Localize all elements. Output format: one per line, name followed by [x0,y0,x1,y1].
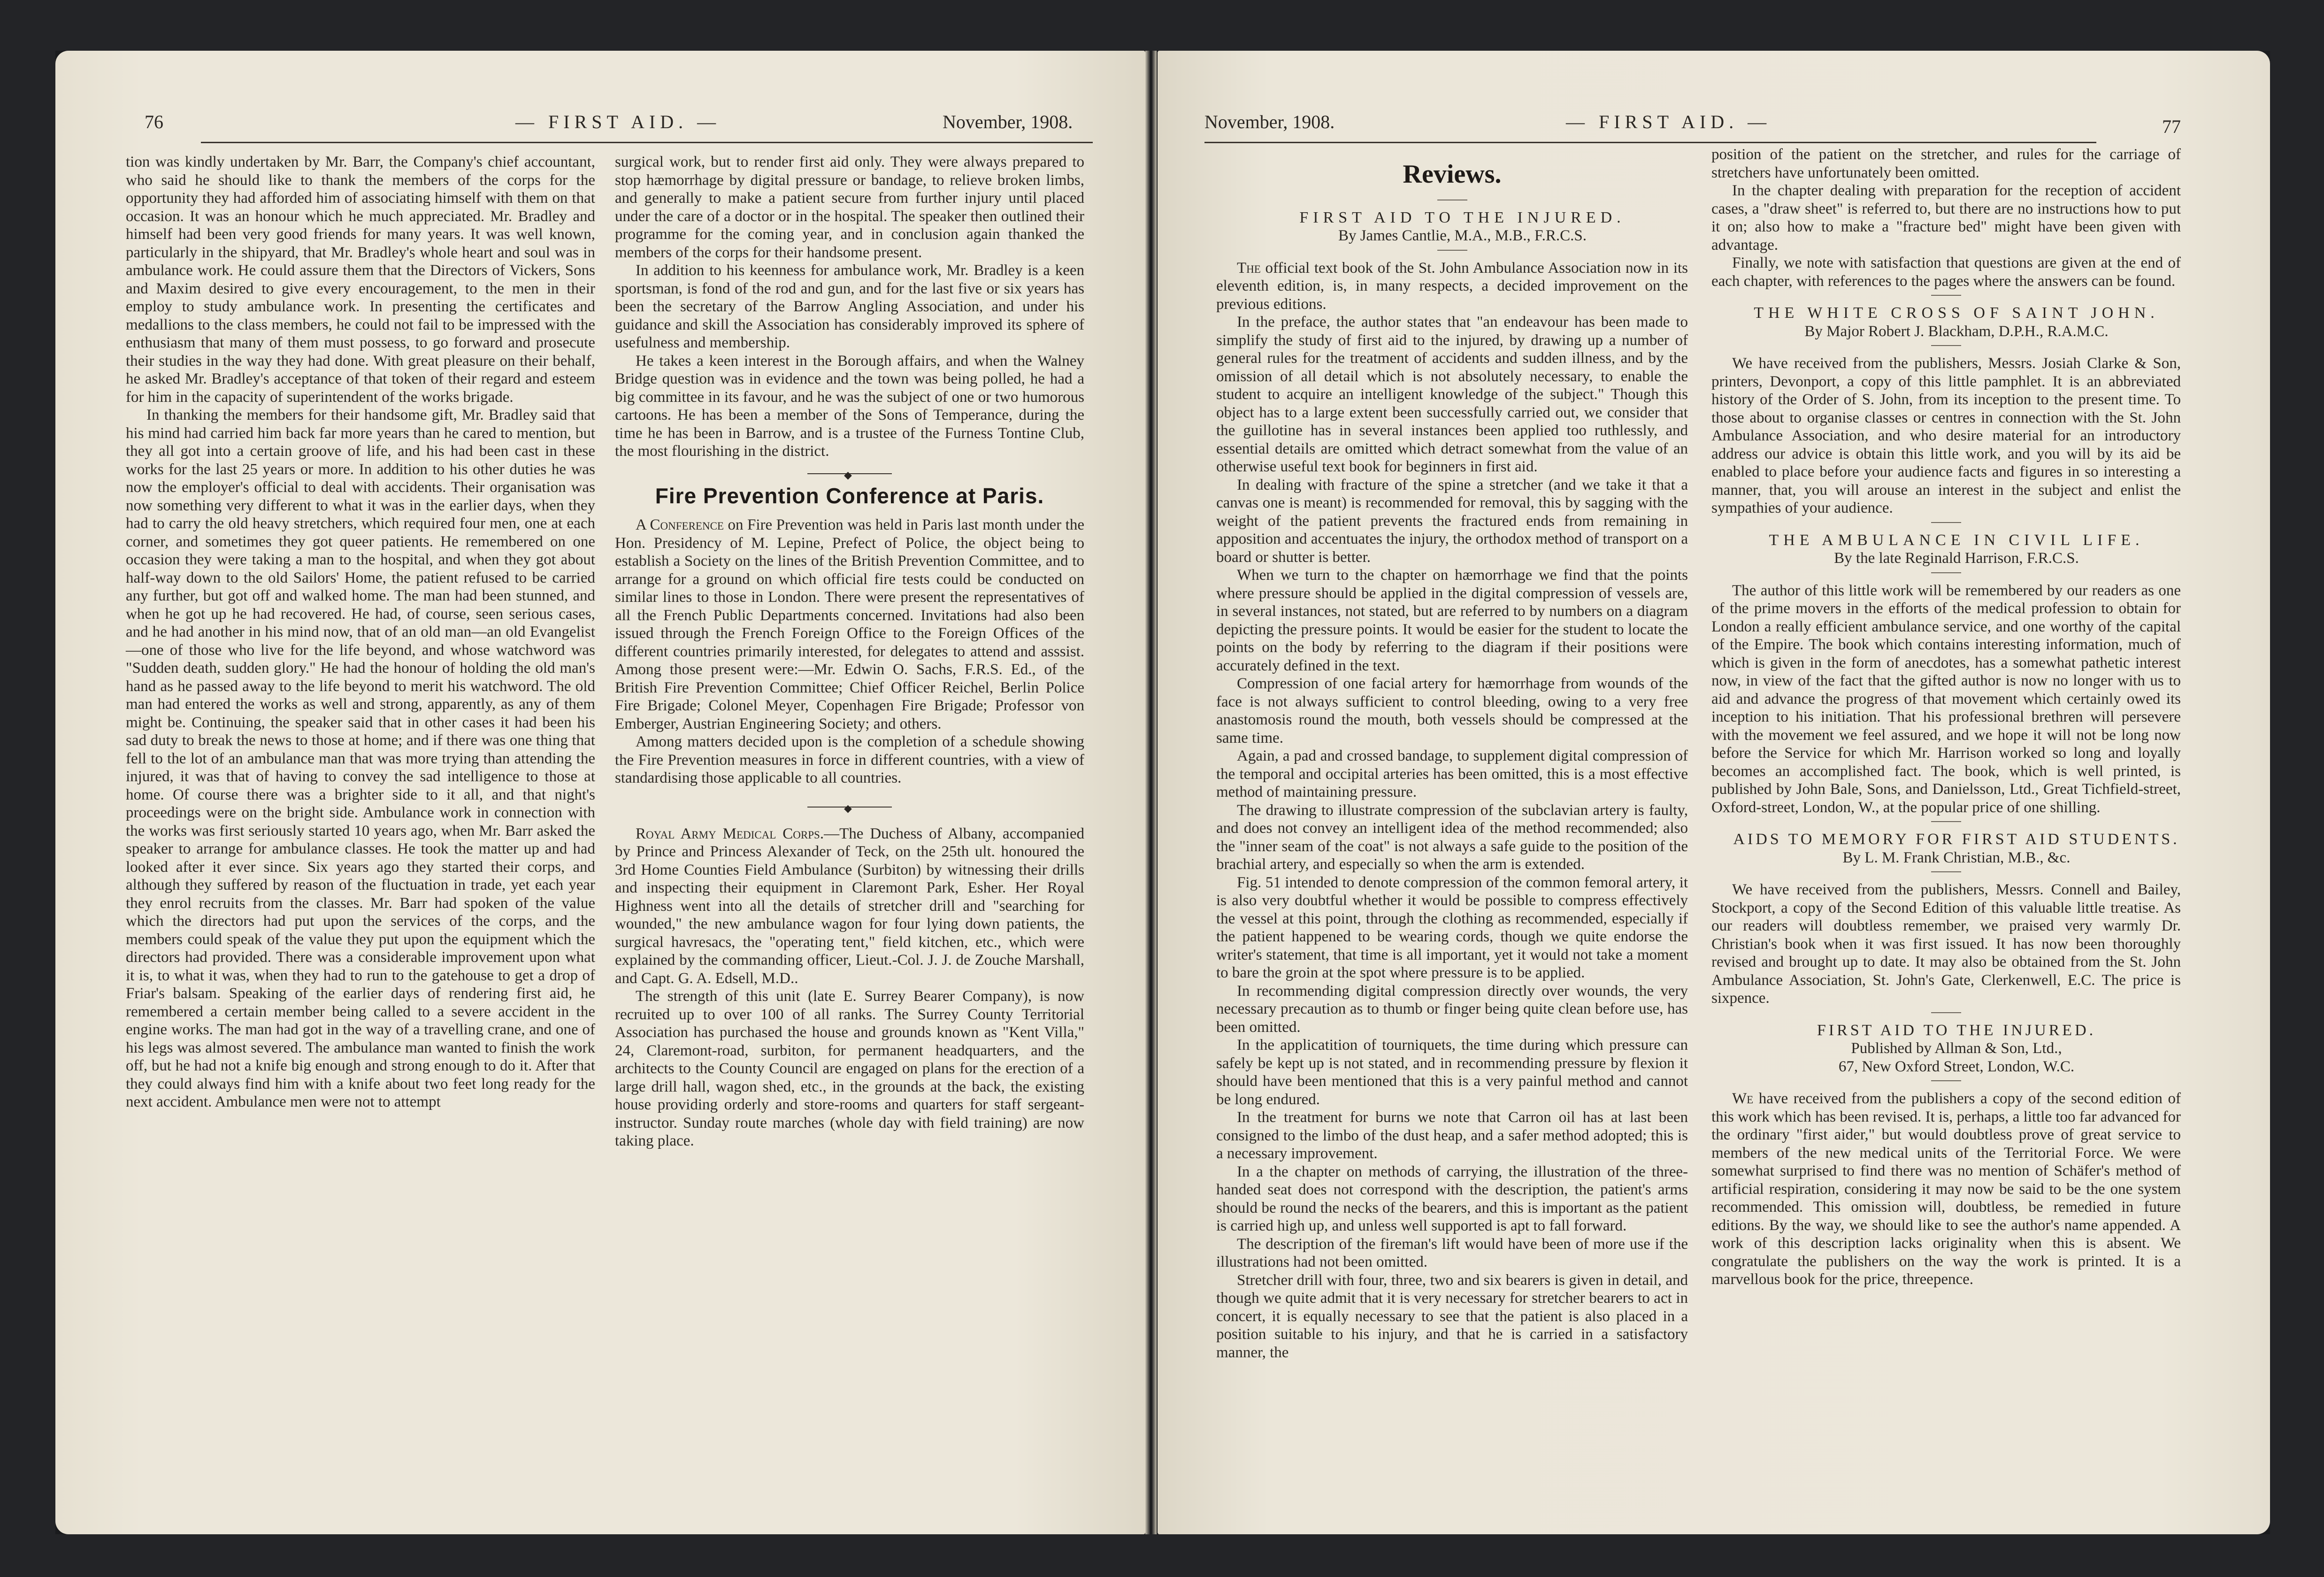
paragraph: We have received from the publishers, Messrs. Josiah Clarke & Son, printers, Devonport, a copy of this little pamphlet. It is an abbreviated history of the Order of S. John, from its inception to the present time. To those about to organise classes or centres in connection with the St. John Ambulance Association, and who desire material for an introductory address our advice is obtain this little work, and you will by its aid be enabled to place before your audience facts and figures in so interesting a manner, that, you will arouse an interest in the subject and enlist the sympathies of your audience. [1711,355,2181,516]
paragraph: Compression of one facial artery for hæmorrhage from wounds of the face is not always sufficient to control bleeding, owing to a very free anastomosis round the mouth, both vessels should be compressed at the same time. [1216,675,1688,746]
paragraph: The drawing to illustrate compression of the subclavian artery is faulty, and does not convey an intelligent idea of the method recommended; also the "inner seam of the coat" is not always a safe guide to the position of the brachial artery, and especially so when the arm is extended. [1216,801,1688,873]
left-column-1 [126,153,595,1111]
paragraph: on Fire Prevention was held in Paris last month under the Hon. Presidency of M. Lepine, Prefect of Police, the object being to establish a Society on the lines of the British Prevention Committee, and to arrange for a ground on which official fire tests could be conducted on similar lines to those in London. There were present the representatives of all the French Public Departments concerned. Invitations had also been issued through the French Foreign Office to the Foreign Offices of the different countries primarily interested, for delegates to attend and asssist. Among those present were:—Mr. Edwin O. Sachs, F.R.S. Ed., of the British Fire Prevention Committee; Chief Officer Reichel, Berlin Police Fire Brigade; Colonel Meyer, Copenhagen Fire Brigade; Professor von Emberger, Austrian Engineering Society; and others. [615,516,1084,732]
paragraph: The strength of this unit (late E. Surrey Bearer Company), is now recruited up to over 100 of all ranks. The Surrey County Territorial Association has purchased the house and grounds known as "Kent Villa," 24, Claremont-road, surbiton, for permanent headquarters, and the architects to the County Council are engaged on plans for the erection of a large drill hall, wagon shed, etc., in the grounds at the back, the existing house providing orderly and store-rooms and quarters for staff sergeant-instructor. Sunday route marches (whole day with field training) are now taking place. [615,988,1084,1149]
paragraph: In the applicatition of tourniquets, the time during which pressure can safely be kept up is not stated, and in recommending pressure by flexion it should have been mentioned that this is a very painful method and cannot be long endured. [1216,1037,1688,1108]
review-title: AIDS TO MEMORY FOR FIRST AID STUDENTS. [1733,831,2180,848]
publisher-line: Published by Allman & Son, Ltd., [1851,1040,2062,1057]
paragraph: Fig. 51 intended to denote compression of the common femoral artery, it is also very doubtful whether it would be possible to compress effectively the vessel at this point, through the clothing as recommended, especially if the patient happened to be wearing cords, though we quite endorse the writer's statement, that time is all important, yet it would not take a moment to bare the groin at the spot where pressure is to be applied. [1216,874,1688,981]
book-spread [55,51,2270,1534]
paragraph: The author of this little work will be remembered by our readers as one of the prime movers in the efforts of the medical profession to obtain for London a really efficient ambulance service, and one worthy of the capital of the Empire. The book which contains interesting information, much of which is given in the form of anecdotes, has a somewhat pathetic interest now, in view of the fact that the gifted author is now no longer with us to aid and advance the progress of that movement which certainly owed its inception to his initiation. That his professional brethren will persevere with the movement we feel assured, and we hope it will not be long now before the Service for which Mr. Harrison worked so long and loyally becomes an accomplished fact. The book, which is well printed, is published by John Bale, Sons, and Danielsson, Ltd., Great Tichfield-street, Oxford-street, London, W., at the popular price of one shilling. [1711,582,2181,816]
issue-date: November, 1908. [1204,111,1335,132]
divider [1931,1080,1961,1081]
header-rule [201,142,1093,143]
ornamental-divider [807,803,892,811]
issue-date: November, 1908. [943,111,1073,132]
lead-in: We [1732,1090,1754,1107]
divider [1931,821,1961,822]
paragraph: Finally, we note with satisfaction that questions are given at the end of each chapter, with references to the pages where the answers can be found. [1711,254,2181,290]
reviews-heading: Reviews. [1403,160,1502,189]
lead-in: The [1237,259,1261,277]
paragraph: position of the patient on the stretcher, and rules for the carriage of stretchers have unfortunately been omitted. [1711,146,2181,181]
right-page [1158,51,2270,1534]
paragraph: In recommending digital compression directly over wounds, the very necessary precaution as to thumb or finger being quite clean before use, has been omitted. [1216,982,1688,1036]
divider [1931,295,1961,296]
publisher-address: 67, New Oxford Street, London, W.C. [1838,1058,2075,1075]
paragraph: He takes a keen interest in the Borough affairs, and when the Walney Bridge question was in evidence and the town was being polled, he had a big committee in its favour, and he was the subject of one or two humorous cartoons. He has been a member of the Sons of Temperance, during the time he has been in Barrow, and is a trustee of the Furness Tontine Club, the most flourishing in the district. [615,352,1084,460]
review-author: By L. M. Frank Christian, M.B., &c. [1842,849,2071,866]
gutter-shadow [1145,51,1157,1534]
divider [1931,871,1961,872]
divider [1931,345,1961,346]
left-page-header [145,111,1093,139]
header-rule [1204,142,2096,143]
paragraph: tion was kindly undertaken by Mr. Barr, the Company's chief accountant, who said he should like to thank the members of the corps for the opportunity they had afforded him of associating himself with them on that occasion. It was an honour which he much appreciated. Mr. Bradley and himself had been very good friends for many years. It was well known, particularly in the shipyard, that Mr. Bradley's whole heart and soul was in ambulance work. He could assure them that the Directors of Vickers, Sons and Maxim desired to give every encouragement, to the men in their employ to study ambulance work. In presenting the certificates and medallions to the class members, he could not fail to be impressed with the enthusiasm that many of them must possess, to go forward and prosecute their studies in the way they had done. With great pleasure on their behalf, he asked Mr. Bradley's acceptance of that token of their regard and esteem for him in the capacity of superintendent of the works brigade. [126,154,595,406]
ornamental-divider [807,470,892,477]
page-number: 77 [2162,116,2181,137]
review-title: FIRST AID TO THE INJURED. [1817,1021,2096,1039]
right-page-header [1204,111,2195,139]
right-column-2 [1711,146,2181,1289]
paragraph: We have received from the publishers, Messrs. Connell and Bailey, Stockport, a copy of the Second Edition of this valuable little treatise. As our readers will doubtless remember, we praised very warmly Dr. Christian's book when it was first issued. It has now been thoroughly revised and brought up to date. It may also be obtained from the St. John Ambulance Association, St. John's Gate, Clerkenwell, E.C. The price is sixpence. [1711,881,2181,1007]
paragraph: surgical work, but to render first aid only. They were always prepared to stop hæmorrhage by digital pressure or bandage, to relieve broken limbs, and generally to make a patient secure from further injury until placed under the care of a doctor or in the hospital. The speaker then outlined their programme for the coming year, and in conclusion again thanked the members of the corps for their handsome present. [615,154,1084,261]
left-column-2 [615,153,1084,1150]
paragraph: Among matters decided upon is the completion of a schedule showing the Fire Prevention measures in force in different countries, with a view of standardising those applicable to all countries. [615,733,1084,786]
right-column-1 [1216,160,1688,1362]
paragraph: official text book of the St. John Ambulance Association now in its eleventh edition, is, in many respects, a decided improvement on the previous editions. [1216,259,1688,313]
paragraph: —The Duchess of Albany, accompanied by Prince and Princess Alexander of Teck, on the 25th ult. honoured the 3rd Home Counties Field Ambulance (Surbiton) by witnessing their drills and inspecting their equipment in Claremont Park, Esher. Her Royal Highness went into all the details of stretcher drill and "searching for wounded," the new ambulance wagon for four lying down patients, the surgical havresacs, the "operating tent," field kitchen, etc., which were explained by the commanding officer, Lieut.-Col. J. J. de Zouche Marshall, and Capt. G. A. Edsell, M.D.. [615,825,1084,987]
paragraph: In thanking the members for their handsome gift, Mr. Bradley said that his mind had carried him back far more years than he cared to mention, but they all got into a certain groove of life, and his had been cast in these works for the last 25 years or more. In addition to his other duties he was now the employer's official to deal with accidents. Their organisation was now something very different to what it was in the earlier days, when they had to carry the old heavy stretchers, which required four men, one at each corner, and sometimes they got queer patients. He remembered on one occasion they were taking a man to the hospital, and when they got about half-way down to the old Sailors' Home, the patient refused to be carried any further, but got off and walked home. The man had been stunned, and when he got up he had recovered. He had, of course, seen serious cases, and he had another in his mind now, that of an old man—an old Evangelist—one of those who live for the life beyond, and whose watchword was "Sudden death, sudden glory." He had the honour of holding the old man's hand as he passed away to the life beyond to merit his watchword. The old man had entered the works as well and strong, apparently, as any of them might be. Continuing, the speaker said that in other cases it had been his sad duty to break the news to those at home; and if there was one thing that fell to the lot of an ambulance man that was more trying than attending the injured, it was that of having to convey the sad intelligence to those at home. Of course there was a brighter side to it all, and that night's proceedings were on the bright side. Ambulance work in connection with the works was first seriously started 10 years ago, when Mr. Barr asked the speaker to arrange for ambulance classes. He took the matter up and had looked after it ever since. Six years ago they started their corps, and although they suffered by reason of the fluctuation in trade, yet each year they enrol recruits from the classes. Mr. Barr had spoken of the value which the directors had put upon the services of the corps, and the members could speak of the value they put upon the equipment which the directors had provided. There was a considerable improvement upon what it is, to what it was, when they had to run to the gatehouse to get a drop of Friar's balsam. Speaking of the earlier days of rendering first aid, he remembered a certain member being called to a severe accident in the engine works. The man had got in the way of a travelling crane, and one of his legs was almost severed. The ambulance man wanted to finish the work off, but he had not a knife big enough and strong enough to do it. After that they could always find him with a knife about two feet long ready for the next accident. Ambulance men were not to attempt [126,407,595,1110]
paragraph: have received from the publishers a copy of the second edition of this work which has been revised. It is, perhaps, a little too far advanced for the ordinary "first aider," but would doubtless prove of great service to members of the new medical units of the Territorial Force. We were somewhat surprised to find there was no mention of Schäfer's method of artificial respiration, considering it may now be said to be the one system recommended. This omission will, doubtless, be remedied in future editions. By the way, we should like to see the author's name appended. A work of this description lacks originality when this is absent. We congratulate the publishers on the way the work is printed. It is a marvellous book for the price, threepence. [1711,1090,2181,1288]
divider [1437,250,1467,251]
running-title: — FIRST AID. — [1566,111,1772,132]
paragraph: In addition to his keenness for ambulance work, Mr. Bradley is a keen sportsman, is fond of the rod and gun, and for the last five or six years has been the secretary of the Barrow Angling Association, and under his guidance and skill the Association has considerably improved its sphere of usefulness and membership. [615,262,1084,351]
review-author: By James Cantlie, M.A., M.B., F.R.C.S. [1338,227,1587,244]
section-heading: Fire Prevention Conference at Paris. [655,483,1044,508]
review-title: THE WHITE CROSS OF SAINT JOHN. [1754,304,2159,322]
left-page [55,51,1145,1534]
paragraph: In the chapter dealing with preparation for the reception of accident cases, a "draw sheet" is referred to, but there are no instructions how to put it on; also how to make a "fracture bed" might have been given with advantage. [1711,182,2181,254]
paragraph: In the treatment for burns we note that Carron oil has at last been consigned to the limbo of the dust heap, and a safer method adopted; this is a necessary improvement. [1216,1109,1688,1162]
review-title: FIRST AID TO THE INJURED. [1299,208,1626,226]
paragraph: In a the chapter on methods of carrying, the illustration of the three-handed seat does not correspond with the description, the patient's arms should be round the necks of the bearers, and this is important as the patient is carried high up, and unless well supported is apt to fall forward. [1216,1163,1688,1234]
lead-in: Royal Army Medical Corps. [636,825,824,842]
lead-in: A Conference [636,516,724,533]
divider [1931,522,1961,523]
paragraph: When we turn to the chapter on hæmorrhage we find that the points where pressure should be applied in the digital compression of vessels are, in several instances, not stated, but are referred to by numbers on a diagram depicting the pressure points. It would be easier for the student to locate the points on the body by referring to the diagram if their positions were accurately defined in the text. [1216,567,1688,674]
review-author: By Major Robert J. Blackham, D.P.H., R.A.M.C. [1804,323,2109,340]
paragraph: The description of the fireman's lift would have been of more use if the illustrations had not been omitted. [1216,1235,1688,1270]
review-author: By the late Reginald Harrison, F.R.C.S. [1834,550,2079,567]
divider [1931,572,1961,573]
running-title: — FIRST AID. — [515,111,721,132]
paragraph: Stretcher drill with four, three, two and six bearers is given in detail, and though we quite admit that it is very necessary for stretcher bearers to act in concert, it is equally necessary to see that the patient is also placed in a position suitable to his injury, and that he is carried in a satisfactory manner, the [1216,1271,1688,1361]
divider [1931,1012,1961,1013]
paragraph: Again, a pad and crossed bandage, to supplement digital compression of the temporal and occipital arteries has been omitted, this is a most effective method of maintaining pressure. [1216,747,1688,800]
paragraph: In the preface, the author states that "an endeavour has been made to simplify the study of first aid to the injured, by drawing up a number of general rules for the treatment of accidents and sudden illness, and by the omission of all detail which is not absolutely necessary, to enable the student to acquire an intelligent knowledge of the subject." Though this object has to a large extent been successfully carried out, we consider that the guillotine has in several instances been applied too ruthlessly, and essential details are omitted which detract somewhat from the value of an otherwise useful text book for beginners in first aid. [1216,314,1688,475]
review-title: THE AMBULANCE IN CIVIL LIFE. [1769,531,2144,549]
paragraph: In dealing with fracture of the spine a stretcher (and we take it that a canvas one is meant) is recommended for removal, this by sagging with the weight of the patient prevents the fractured ends from remaining in apposition and accentuates the injury, the orthodox method of transport on a board or shutter is better. [1216,476,1688,566]
page-number: 76 [145,111,163,132]
